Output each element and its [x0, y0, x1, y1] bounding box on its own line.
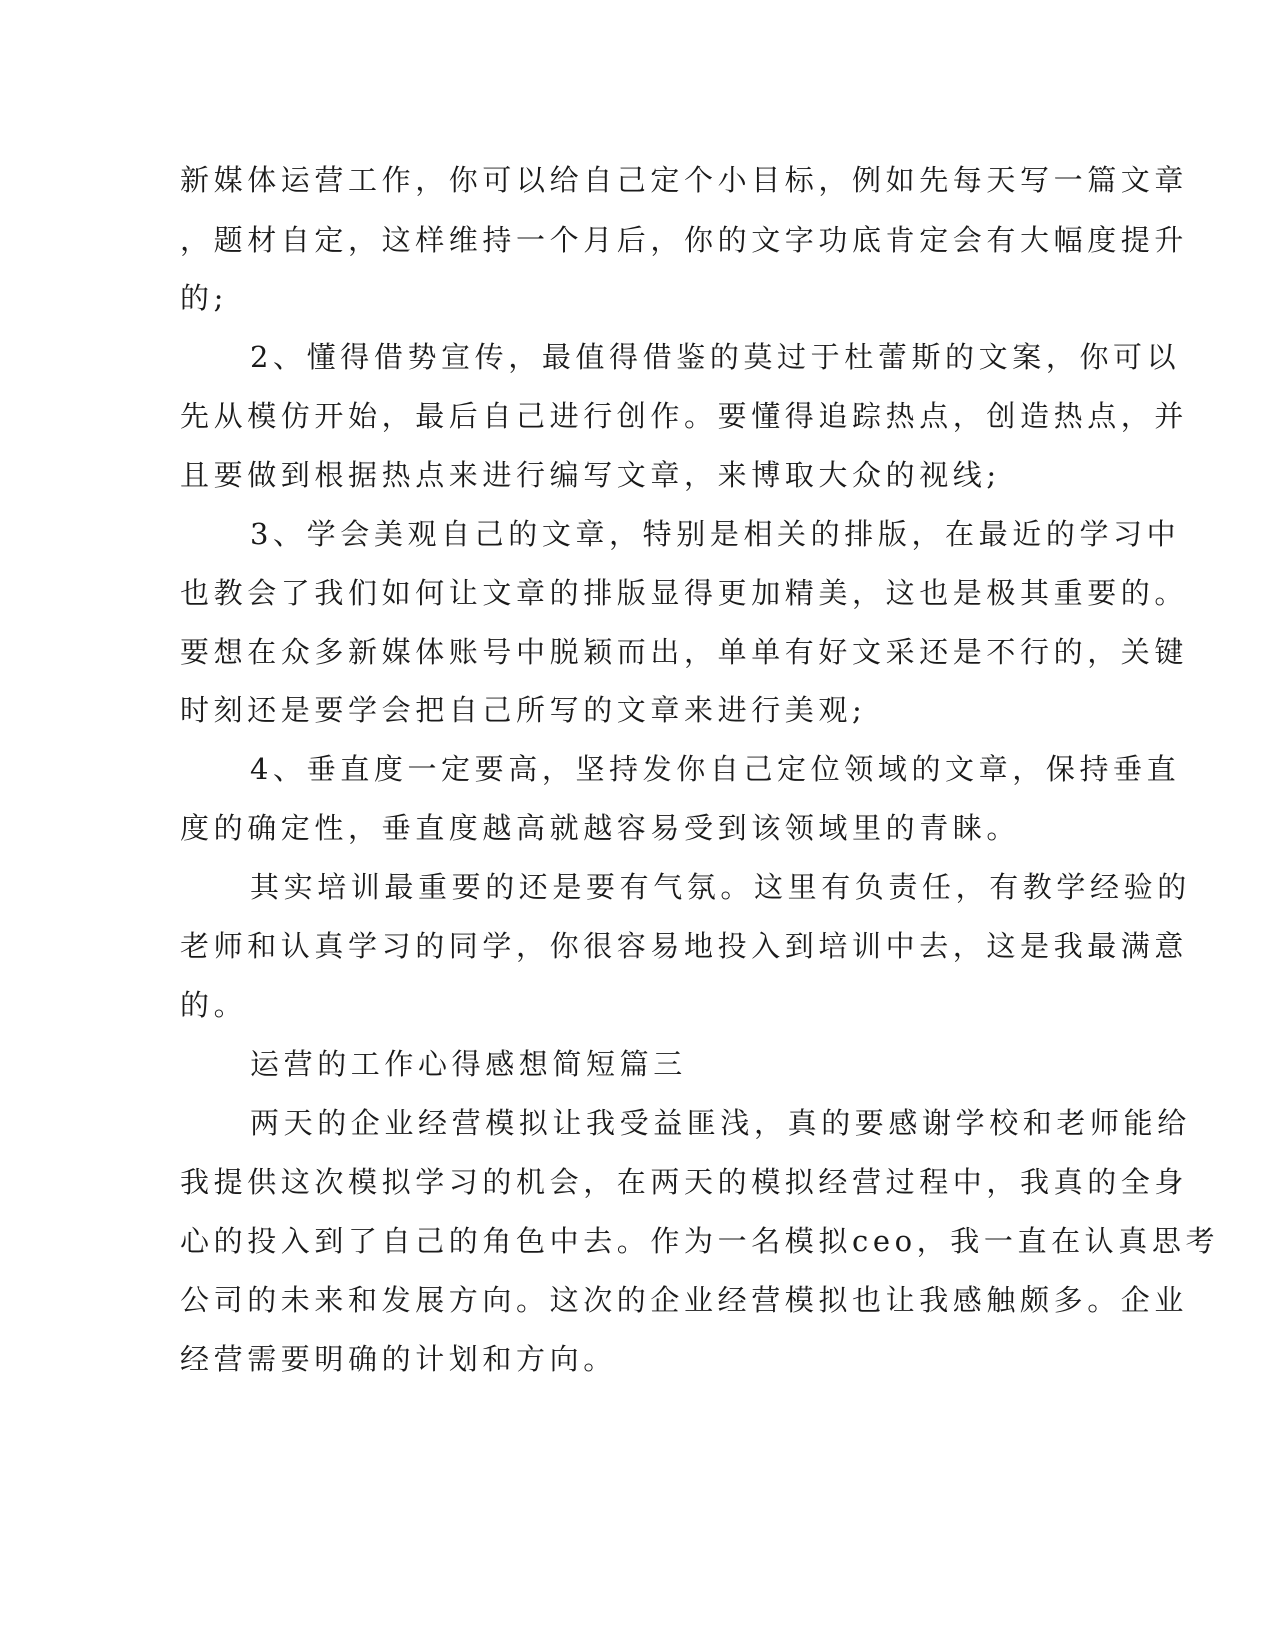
text-line: 老师和认真学习的同学，你很容易地投入到培训中去，这是我最满意: [180, 929, 1189, 963]
text-line: 先从模仿开始，最后自己进行创作。要懂得追踪热点，创造热点，并: [180, 399, 1189, 433]
text-line: 度的确定性，垂直度越高就越容易受到该领域里的青睐。: [180, 811, 1021, 845]
text-line: 3、学会美观自己的文章，特别是相关的排版，在最近的学习中: [250, 517, 1181, 551]
text-line: 的。: [180, 988, 248, 1022]
text-line: 新媒体运营工作，你可以给自己定个小目标，例如先每天写一篇文章: [180, 163, 1189, 197]
text-line: 心的投入到了自己的角色中去。作为一名模拟ceo，我一直在认真思考: [180, 1224, 1220, 1258]
text-line: 时刻还是要学会把自己所写的文章来进行美观;: [180, 693, 867, 727]
text-line: 我提供这次模拟学习的机会，在两天的模拟经营过程中，我真的全身: [180, 1165, 1189, 1199]
text-line: 要想在众多新媒体账号中脱颖而出，单单有好文采还是不行的，关键: [180, 635, 1189, 669]
text-line: 两天的企业经营模拟让我受益匪浅，真的要感谢学校和老师能给: [250, 1106, 1191, 1140]
text-line: 其实培训最重要的还是要有气氛。这里有负责任，有教学经验的: [250, 870, 1191, 904]
text-line: 的;: [180, 281, 228, 315]
text-line: 2、懂得借势宣传，最值得借鉴的莫过于杜蕾斯的文案，你可以: [250, 340, 1181, 374]
text-line: 且要做到根据热点来进行编写文章，来博取大众的视线;: [180, 458, 1001, 492]
text-line: 4、垂直度一定要高，坚持发你自己定位领域的文章，保持垂直: [250, 752, 1181, 786]
text-line: 公司的未来和发展方向。这次的企业经营模拟也让我感触颇多。企业: [180, 1283, 1189, 1317]
text-line: ，题材自定，这样维持一个月后，你的文字功底肯定会有大幅度提升: [180, 223, 1189, 257]
section-heading: 运营的工作心得感想简短篇三: [250, 1047, 687, 1081]
text-line: 也教会了我们如何让文章的排版显得更加精美，这也是极其重要的。: [180, 576, 1189, 610]
text-line: 经营需要明确的计划和方向。: [180, 1342, 617, 1376]
